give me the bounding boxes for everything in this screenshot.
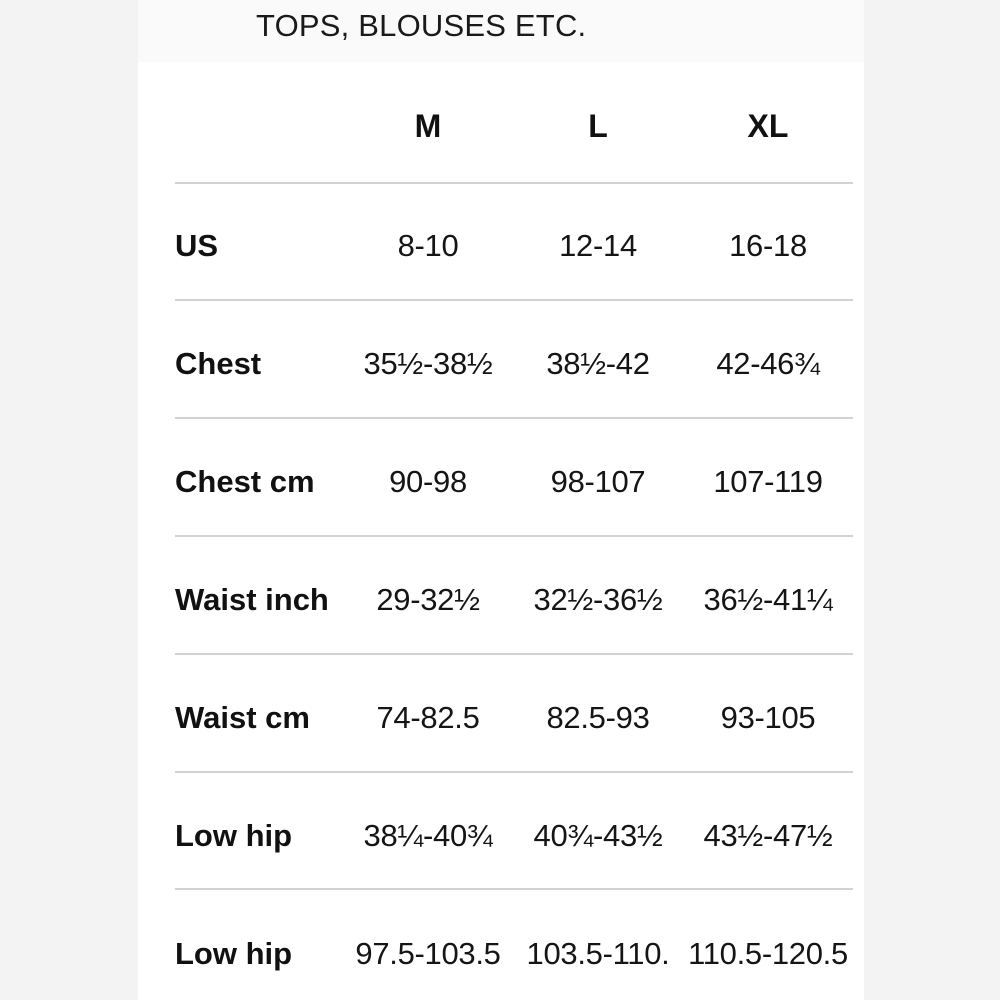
cell-low-hip-cm-xl: 110.5-120.5 <box>688 936 848 971</box>
row-label-us: US <box>175 228 219 263</box>
row-divider <box>175 771 853 773</box>
cell-chest-cm-l: 98-107 <box>550 464 646 499</box>
cell-chest-xl: 42-46¾ <box>716 346 820 381</box>
row-label-chest-cm: Chest cm <box>175 464 315 499</box>
row-label-waist-inch: Waist inch <box>175 582 329 617</box>
cell-waist-inch-l: 32½-36½ <box>533 582 663 617</box>
row-divider <box>175 299 853 301</box>
cell-waist-cm-m: 74-82.5 <box>376 700 480 735</box>
cell-chest-m: 35½-38½ <box>363 346 493 381</box>
row-divider <box>175 888 853 890</box>
cell-chest-cm-xl: 107-119 <box>713 464 823 499</box>
left-margin <box>0 0 138 1000</box>
cell-waist-cm-l: 82.5-93 <box>546 700 650 735</box>
row-divider <box>175 417 853 419</box>
cell-waist-inch-xl: 36½-41¼ <box>703 582 833 617</box>
row-divider <box>175 535 853 537</box>
cell-chest-l: 38½-42 <box>546 346 650 381</box>
right-margin <box>864 0 1000 1000</box>
column-header-m: M <box>414 108 442 144</box>
row-label-low-hip-cm: Low hip <box>175 936 293 971</box>
row-label-low-hip: Low hip <box>175 818 293 853</box>
cell-low-hip-l: 40¾-43½ <box>533 818 663 853</box>
cell-low-hip-m: 38¼-40¾ <box>363 818 493 853</box>
cell-low-hip-cm-m: 97.5-103.5 <box>355 936 501 971</box>
cell-us-l: 12-14 <box>559 228 637 263</box>
cell-chest-cm-m: 90-98 <box>389 464 467 499</box>
row-divider <box>175 182 853 184</box>
cell-low-hip-cm-l: 103.5-110. <box>526 936 670 971</box>
column-header-xl: XL <box>747 108 789 144</box>
column-header-l: L <box>588 108 608 144</box>
cell-us-m: 8-10 <box>397 228 459 263</box>
cell-low-hip-xl: 43½-47½ <box>703 818 833 853</box>
row-label-chest: Chest <box>175 346 262 381</box>
page-title: TOPS, BLOUSES ETC. <box>256 8 587 43</box>
cell-us-xl: 16-18 <box>729 228 807 263</box>
cell-waist-cm-xl: 93-105 <box>720 700 816 735</box>
cell-waist-inch-m: 29-32½ <box>376 582 480 617</box>
row-divider <box>175 653 853 655</box>
size-chart-sheet <box>138 62 864 1000</box>
row-label-waist-cm: Waist cm <box>175 700 310 735</box>
